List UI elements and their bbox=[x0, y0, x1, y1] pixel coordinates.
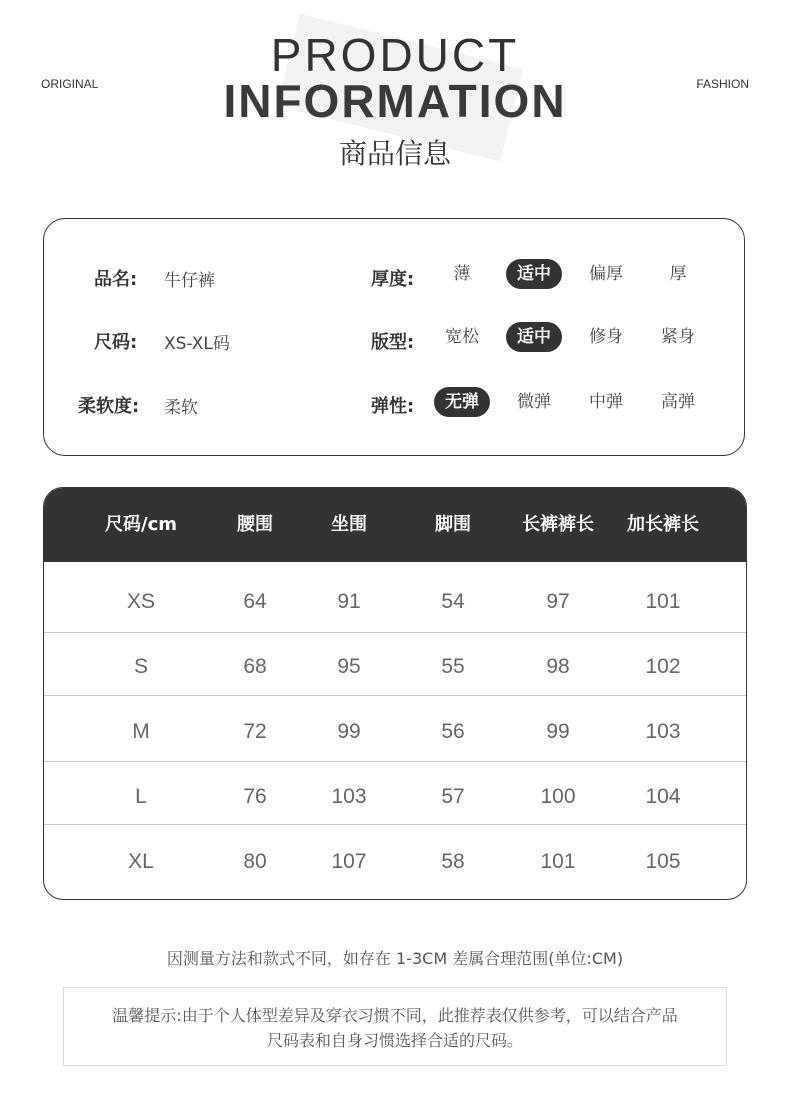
header-long-length: 加长裤长 bbox=[627, 514, 699, 535]
table-row bbox=[44, 695, 747, 761]
size-table bbox=[43, 487, 747, 900]
fit-option-regular: 适中 bbox=[506, 322, 562, 352]
cell-hip: 99 bbox=[337, 720, 361, 743]
size-value: XS-XL码 bbox=[164, 334, 230, 354]
cell-leg-opening: 54 bbox=[441, 590, 465, 613]
cell-waist: 76 bbox=[243, 785, 267, 808]
header-size: 尺码/cm bbox=[105, 514, 177, 535]
fit-label: 版型: bbox=[371, 332, 415, 353]
cell-waist: 64 bbox=[243, 590, 267, 613]
cell-hip: 103 bbox=[331, 785, 367, 808]
table-row bbox=[44, 562, 747, 632]
elasticity-label: 弹性: bbox=[371, 396, 415, 417]
thickness-option-slightly-thick: 偏厚 bbox=[589, 264, 623, 284]
cell-hip: 91 bbox=[337, 590, 361, 613]
table-row bbox=[44, 761, 747, 825]
thickness-option-medium: 适中 bbox=[506, 259, 562, 289]
measurement-note: 因测量方法和款式不同，如存在 1-3CM 差属合理范围(单位:CM) bbox=[166, 949, 624, 968]
cell-leg-opening: 57 bbox=[441, 785, 465, 808]
softness-label: 柔软度: bbox=[78, 396, 140, 417]
cell-length: 100 bbox=[540, 785, 576, 808]
cell-waist: 80 bbox=[243, 850, 267, 873]
cell-size: M bbox=[132, 720, 150, 743]
thickness-option-thin: 薄 bbox=[453, 264, 471, 284]
table-row bbox=[44, 632, 747, 695]
table-header bbox=[44, 488, 747, 562]
cell-size: XL bbox=[128, 850, 154, 873]
fit-option-slim: 修身 bbox=[589, 327, 623, 347]
cell-leg-opening: 56 bbox=[441, 720, 465, 743]
fit-option-tight: 紧身 bbox=[661, 327, 695, 347]
title-chinese: 商品信息 bbox=[338, 137, 451, 170]
cell-leg-opening: 58 bbox=[441, 850, 465, 873]
cell-leg-opening: 55 bbox=[441, 655, 465, 678]
cell-hip: 95 bbox=[337, 655, 361, 678]
title-product: PRODUCT bbox=[270, 29, 520, 81]
cell-waist: 68 bbox=[243, 655, 267, 678]
cell-waist: 72 bbox=[243, 720, 267, 743]
cell-length: 97 bbox=[546, 590, 570, 613]
name-value: 牛仔裤 bbox=[164, 271, 215, 291]
cell-long-length: 101 bbox=[645, 590, 681, 613]
title-information: INFORMATION bbox=[223, 75, 567, 127]
header-waist: 腰围 bbox=[237, 514, 273, 535]
tip-line-1: 温馨提示:由于个人体型差异及穿衣习惯不同，此推荐表仅供参考，可以结合产品 bbox=[112, 1006, 678, 1025]
cell-long-length: 103 bbox=[645, 720, 681, 743]
cell-long-length: 105 bbox=[645, 850, 681, 873]
tip-line-2: 尺码表和自身习惯选择合适的尺码。 bbox=[266, 1031, 523, 1050]
cell-size: L bbox=[135, 785, 147, 808]
header-hip: 坐围 bbox=[331, 514, 367, 535]
cell-length: 99 bbox=[546, 720, 570, 743]
fit-option-loose: 宽松 bbox=[445, 327, 479, 347]
header-leg-opening: 脚围 bbox=[435, 514, 471, 535]
tip-box bbox=[63, 987, 727, 1066]
header-length: 长裤裤长 bbox=[522, 514, 594, 535]
cell-size: XS bbox=[126, 590, 155, 613]
softness-value: 柔软 bbox=[164, 398, 198, 418]
product-info-card bbox=[43, 218, 745, 456]
fashion-tag: FASHION bbox=[696, 77, 749, 91]
cell-size: S bbox=[133, 655, 148, 678]
size-label: 尺码: bbox=[94, 332, 138, 353]
cell-length: 98 bbox=[546, 655, 570, 678]
original-tag: ORIGINAL bbox=[41, 77, 99, 91]
elasticity-option-medium: 中弹 bbox=[589, 392, 623, 412]
elasticity-option-slight: 微弹 bbox=[517, 392, 551, 412]
cell-long-length: 104 bbox=[645, 785, 681, 808]
cell-long-length: 102 bbox=[645, 655, 681, 678]
cell-length: 101 bbox=[540, 850, 576, 873]
elasticity-option-high: 高弹 bbox=[661, 392, 695, 412]
thickness-option-thick: 厚 bbox=[669, 264, 687, 284]
thickness-label: 厚度: bbox=[371, 269, 415, 290]
name-label: 品名: bbox=[94, 269, 138, 290]
cell-hip: 107 bbox=[331, 850, 367, 873]
elasticity-option-none: 无弹 bbox=[434, 387, 490, 417]
table-row bbox=[44, 824, 747, 900]
